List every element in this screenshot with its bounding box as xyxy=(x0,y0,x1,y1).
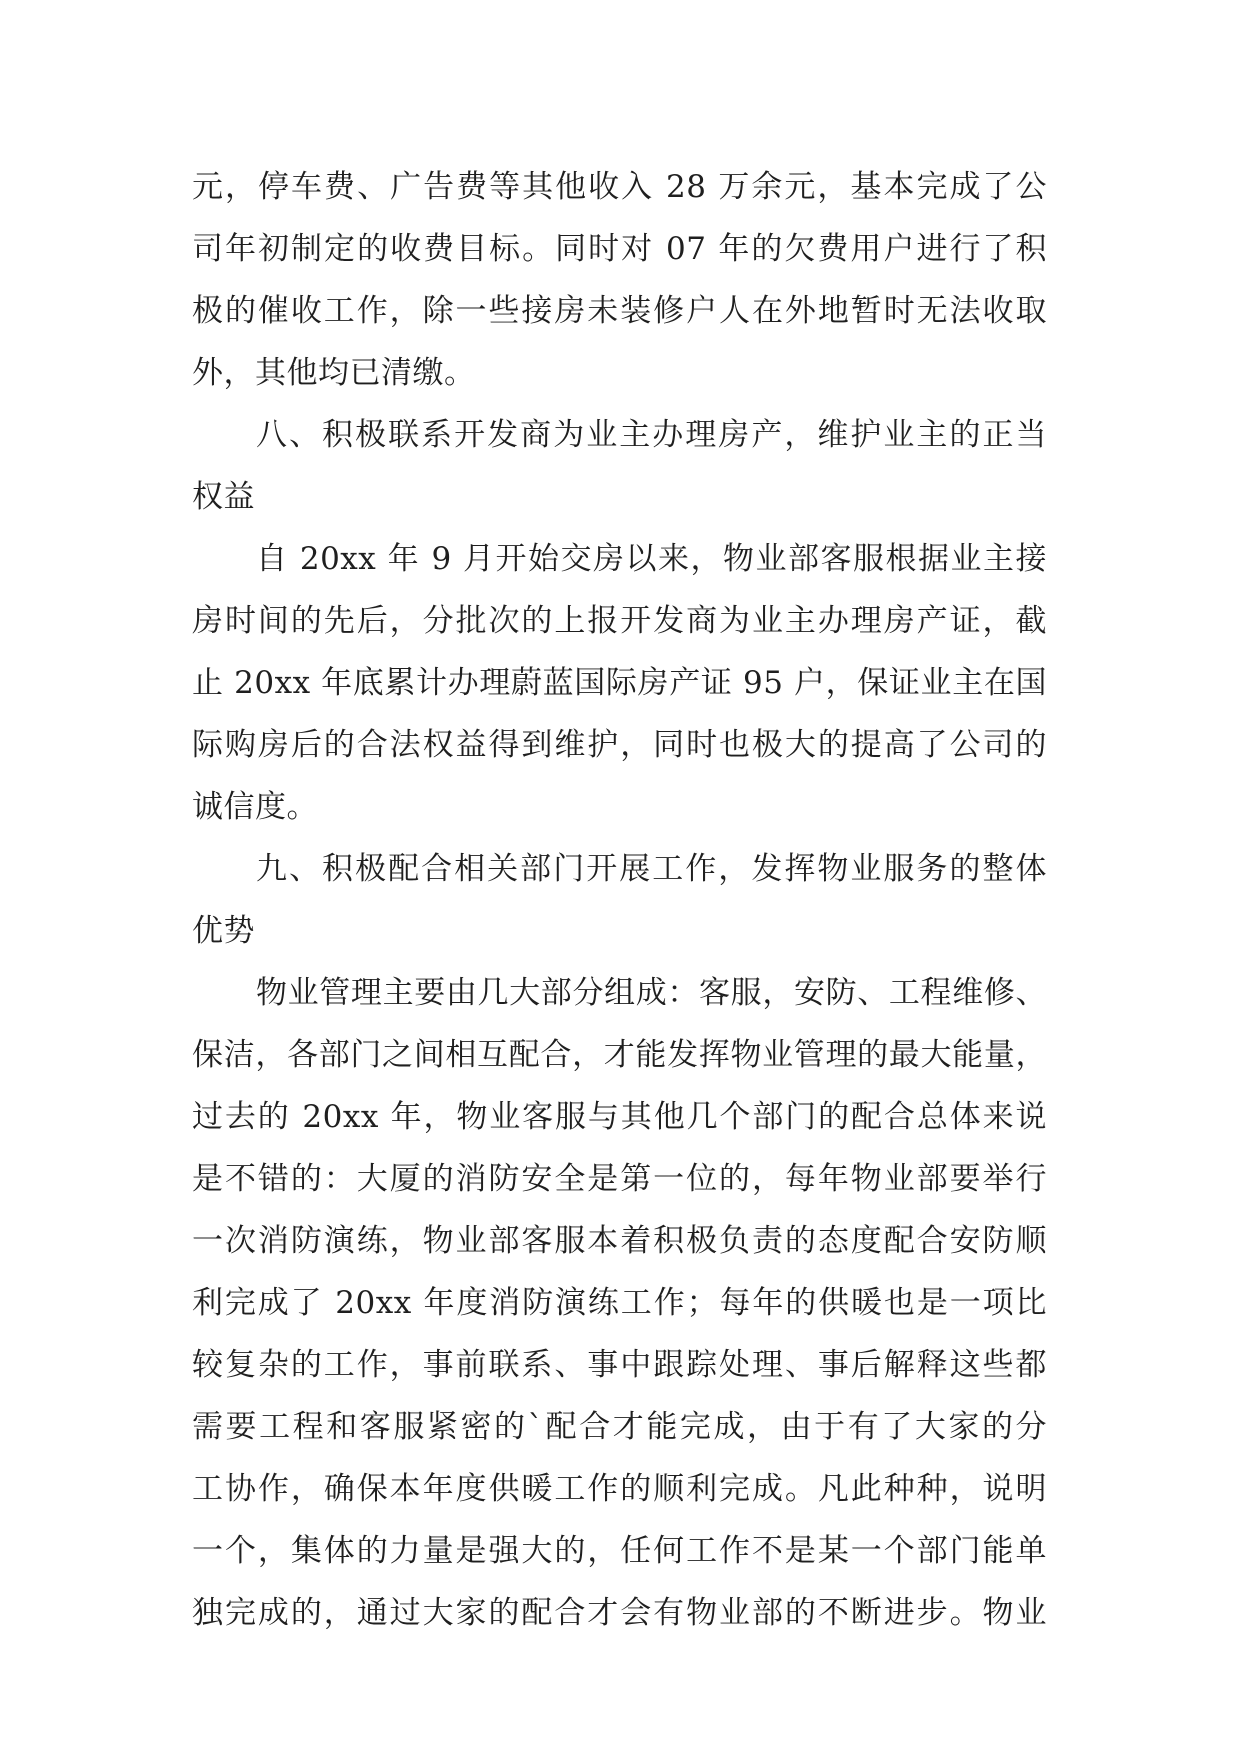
text-line: 过去的 20xx 年，物业客服与其他几个部门的配合总体来说 xyxy=(192,1099,1047,1135)
section-heading-8: 八、积极联系开发商为业主办理房产，维护业主的正当 xyxy=(256,417,1047,453)
text-line: 较复杂的工作，事前联系、事中跟踪处理、事后解释这些都 xyxy=(192,1347,1047,1383)
text-line: 元，停车费、广告费等其他收入 28 万余元，基本完成了公 xyxy=(192,169,1047,205)
text-line: 司年初制定的收费目标。同时对 07 年的欠费用户进行了积 xyxy=(192,231,1047,267)
text-line: 一个，集体的力量是强大的，任何工作不是某一个部门能单 xyxy=(192,1533,1047,1569)
section-heading-9-cont: 优势 xyxy=(192,913,255,949)
text-line: 需要工程和客服紧密的`配合才能完成，由于有了大家的分 xyxy=(192,1409,1047,1445)
text-line: 一次消防演练，物业部客服本着积极负责的态度配合安防顺 xyxy=(192,1223,1047,1259)
text-line: 自 20xx 年 9 月开始交房以来，物业部客服根据业主接 xyxy=(256,541,1047,577)
text-line: 外，其他均已清缴。 xyxy=(192,355,476,391)
text-line: 房时间的先后，分批次的上报开发商为业主办理房产证，截 xyxy=(192,603,1047,639)
text-line: 工协作，确保本年度供暖工作的顺利完成。凡此种种，说明 xyxy=(192,1471,1047,1507)
section-heading-8-cont: 权益 xyxy=(192,479,255,515)
text-line: 利完成了 20xx 年度消防演练工作；每年的供暖也是一项比 xyxy=(192,1285,1047,1321)
document-body xyxy=(192,156,1047,1644)
text-line: 是不错的：大厦的消防安全是第一位的，每年物业部要举行 xyxy=(192,1161,1047,1197)
text-line: 诚信度。 xyxy=(192,789,318,825)
text-line: 独完成的，通过大家的配合才会有物业部的不断进步。物业 xyxy=(192,1595,1047,1631)
section-heading-9: 九、积极配合相关部门开展工作，发挥物业服务的整体 xyxy=(256,851,1047,887)
text-line: 止 20xx 年底累计办理蔚蓝国际房产证 95 户，保证业主在国 xyxy=(192,665,1047,701)
text-line: 保洁，各部门之间相互配合，才能发挥物业管理的最大能量， xyxy=(192,1037,1047,1073)
text-line: 物业管理主要由几大部分组成：客服，安防、工程维修、 xyxy=(256,975,1047,1011)
text-line: 际购房后的合法权益得到维护，同时也极大的提高了公司的 xyxy=(192,727,1047,763)
text-line: 极的催收工作，除一些接房未装修户人在外地暂时无法收取 xyxy=(192,293,1047,329)
